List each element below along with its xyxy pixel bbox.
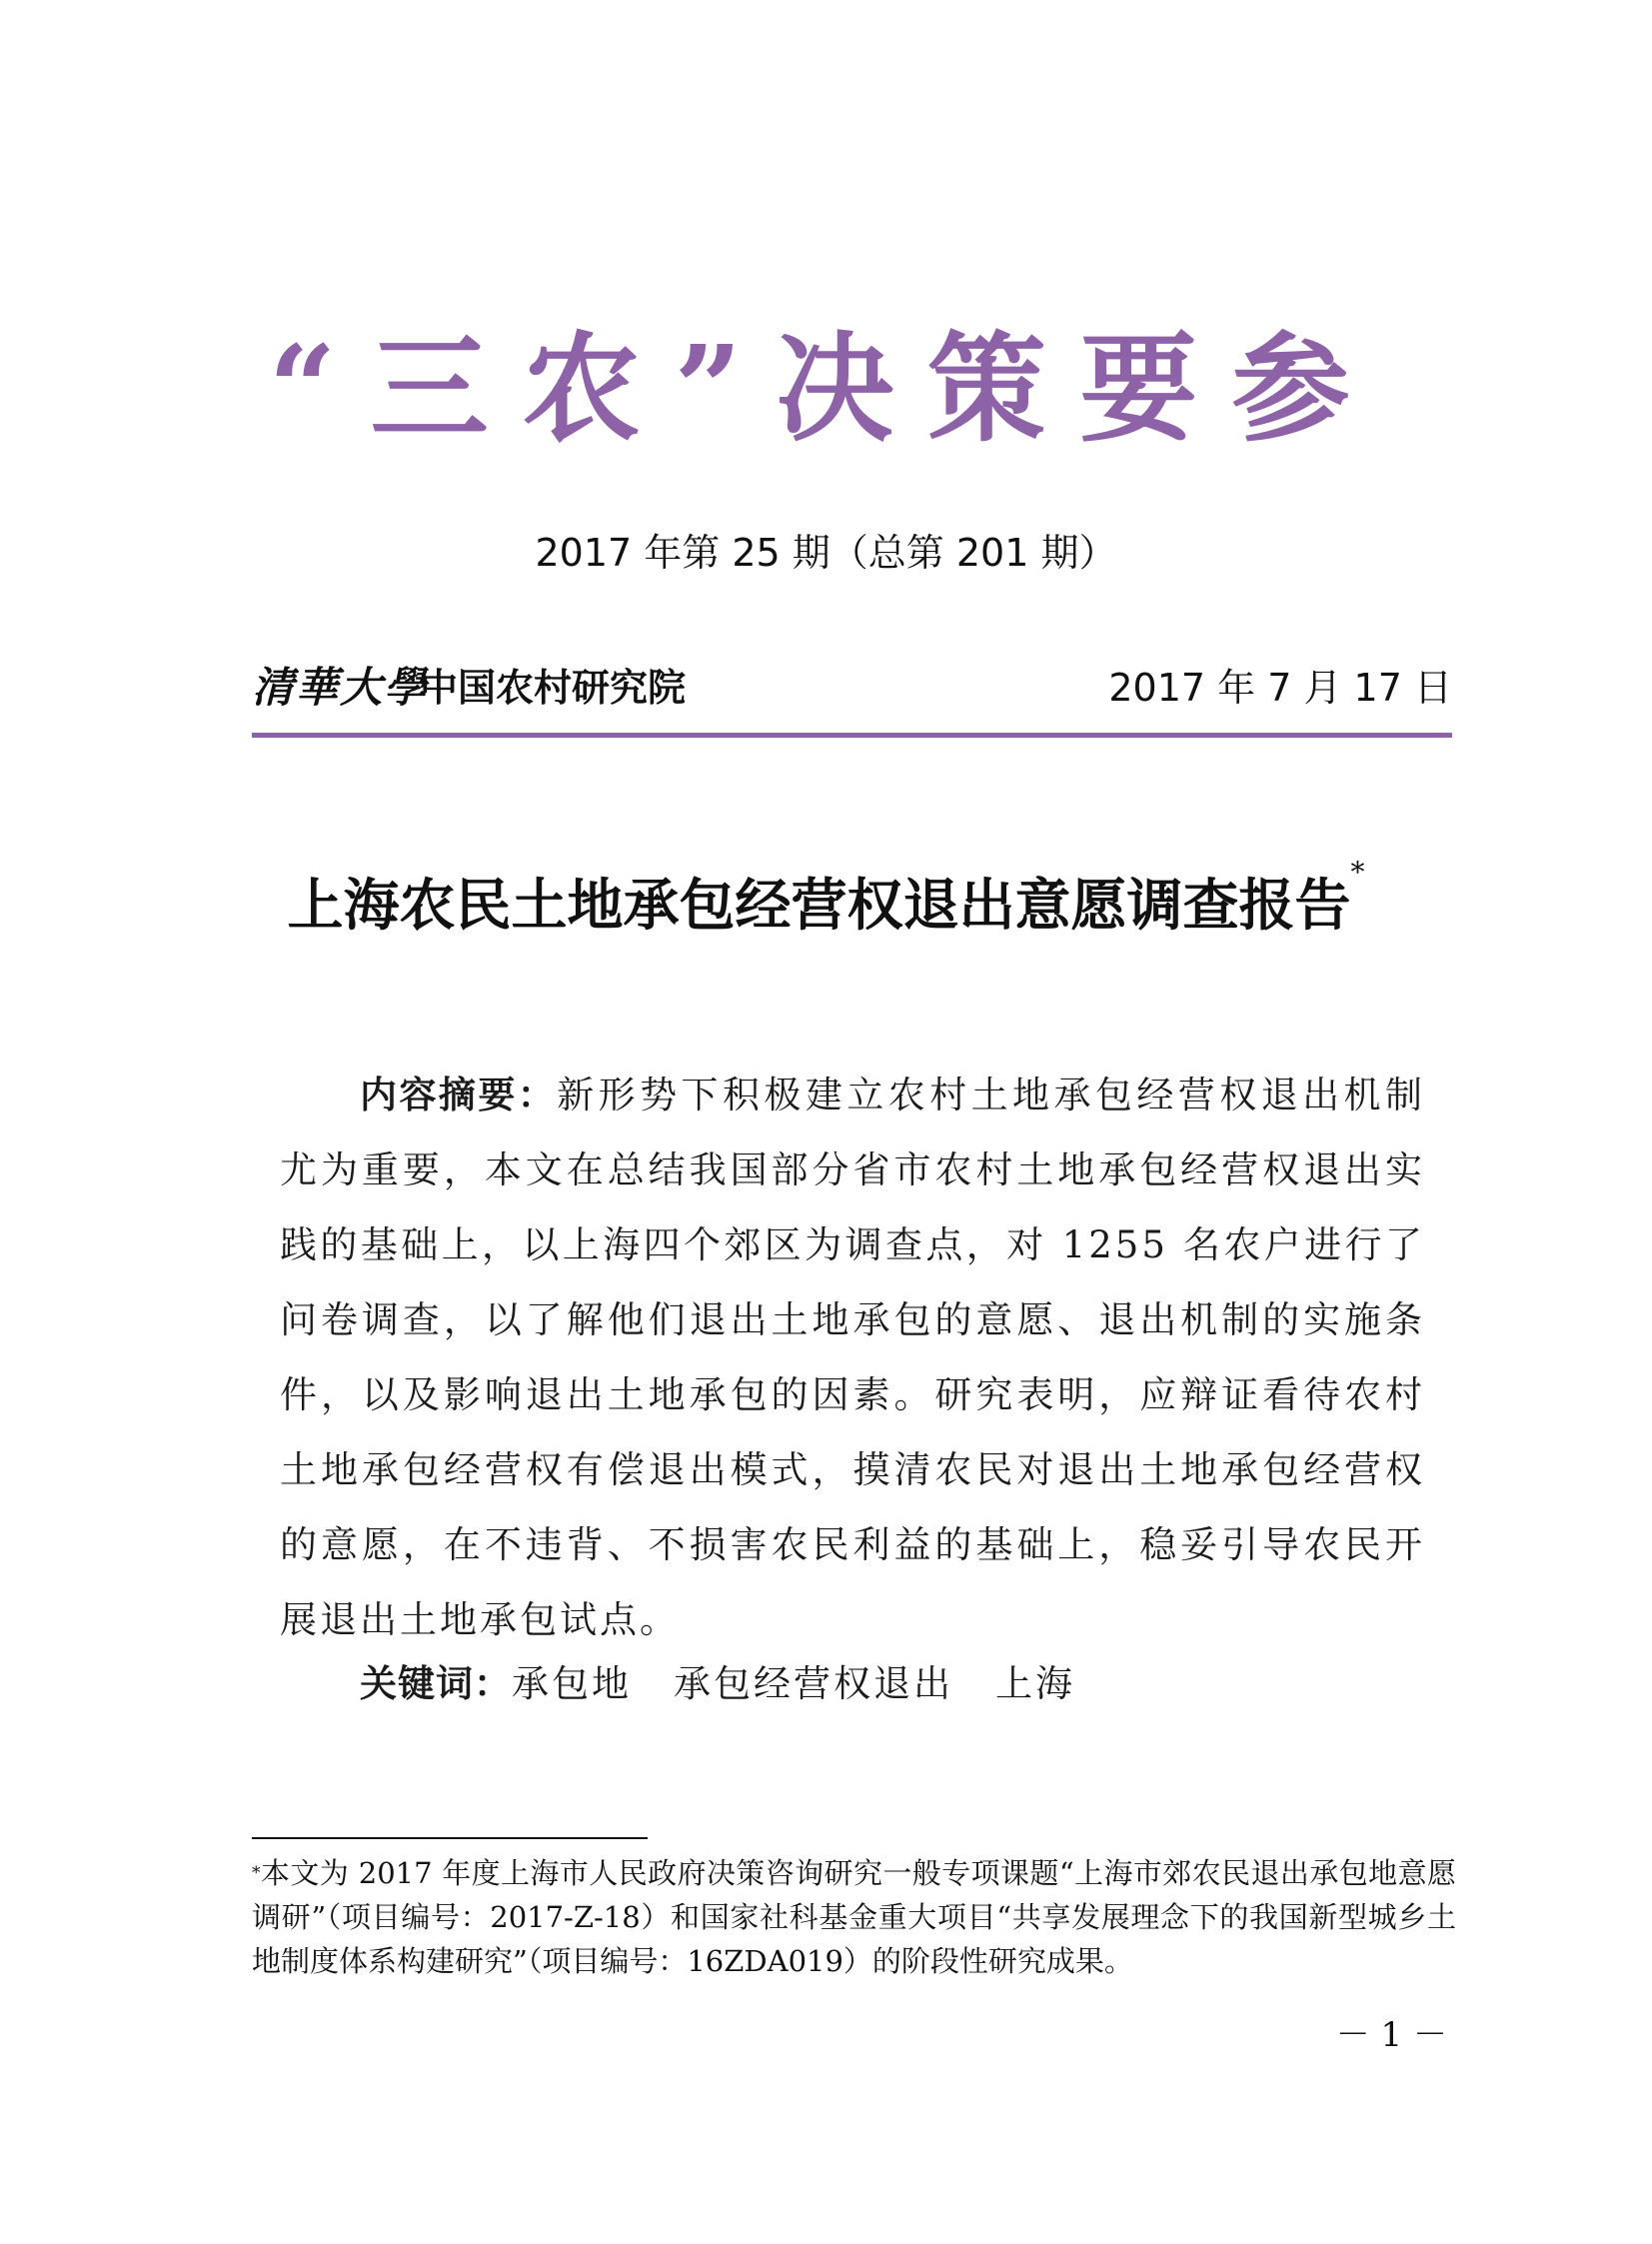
keyword-item: 承包经营权退出 [674, 1662, 953, 1705]
footnote-text: 本文为 2017 年度上海市人民政府决策咨询研究一般专项课题“上海市郊农民退出承包地意愿调研”（项目编号：2017-Z-18）和国家社科基金重大项目“共享发展理念下的我国新型城乡土地制度体系构建研究”（项目编号：16ZDA019）的阶段性研究成果。 [252, 1856, 1456, 1978]
abstract-paragraph [280, 1058, 1425, 1657]
abstract-text: 新形势下积极建立农村土地承包经营权退出机制尤为重要，本文在总结我国部分省市农村土地承包经营权退出实践的基础上，以上海四个郊区为调查点，对 1255 名农户进行了问卷调查，以了解他们退出土地承包的意愿、退出机制的实施条件，以及影响退出土地承包的因素。研究表明，应辩证看待农村土地承包经营权有偿退出模式，摸清农民对退出土地承包经营权的意愿，在不违背、不损害农民利益的基础上，稳妥引导农民开展退出土地承包试点。 [280, 1074, 1426, 1641]
abstract-label: 内容摘要： [360, 1074, 558, 1117]
title-footnote-mark: * [1350, 856, 1365, 889]
issue-number: 2017 年第 25 期（总第 201 期） [535, 531, 1117, 575]
university-logo: 清華大學 [252, 663, 429, 712]
masthead-title: “三农”决策要参 [268, 319, 1384, 458]
header-divider [252, 733, 1452, 738]
header-row [252, 655, 1452, 715]
footnote-mark: * [252, 1863, 261, 1883]
article-title-text: 上海农民土地承包经营权退出意愿调查报告 [287, 873, 1351, 939]
keywords [360, 1653, 1117, 1707]
keyword-item: 上海 [995, 1662, 1075, 1705]
article-title [0, 856, 1652, 942]
institute-name: 中国农村研究院 [420, 665, 687, 710]
footnote [252, 1851, 1456, 1983]
keywords-label: 关键词： [360, 1662, 512, 1705]
keyword-item: 承包地 [512, 1662, 632, 1705]
publication-date: 2017 年 7 月 17 日 [1108, 666, 1452, 710]
footnote-divider [252, 1837, 648, 1839]
abstract [280, 1058, 1425, 1657]
page-number: － 1 － [1335, 2015, 1447, 2055]
